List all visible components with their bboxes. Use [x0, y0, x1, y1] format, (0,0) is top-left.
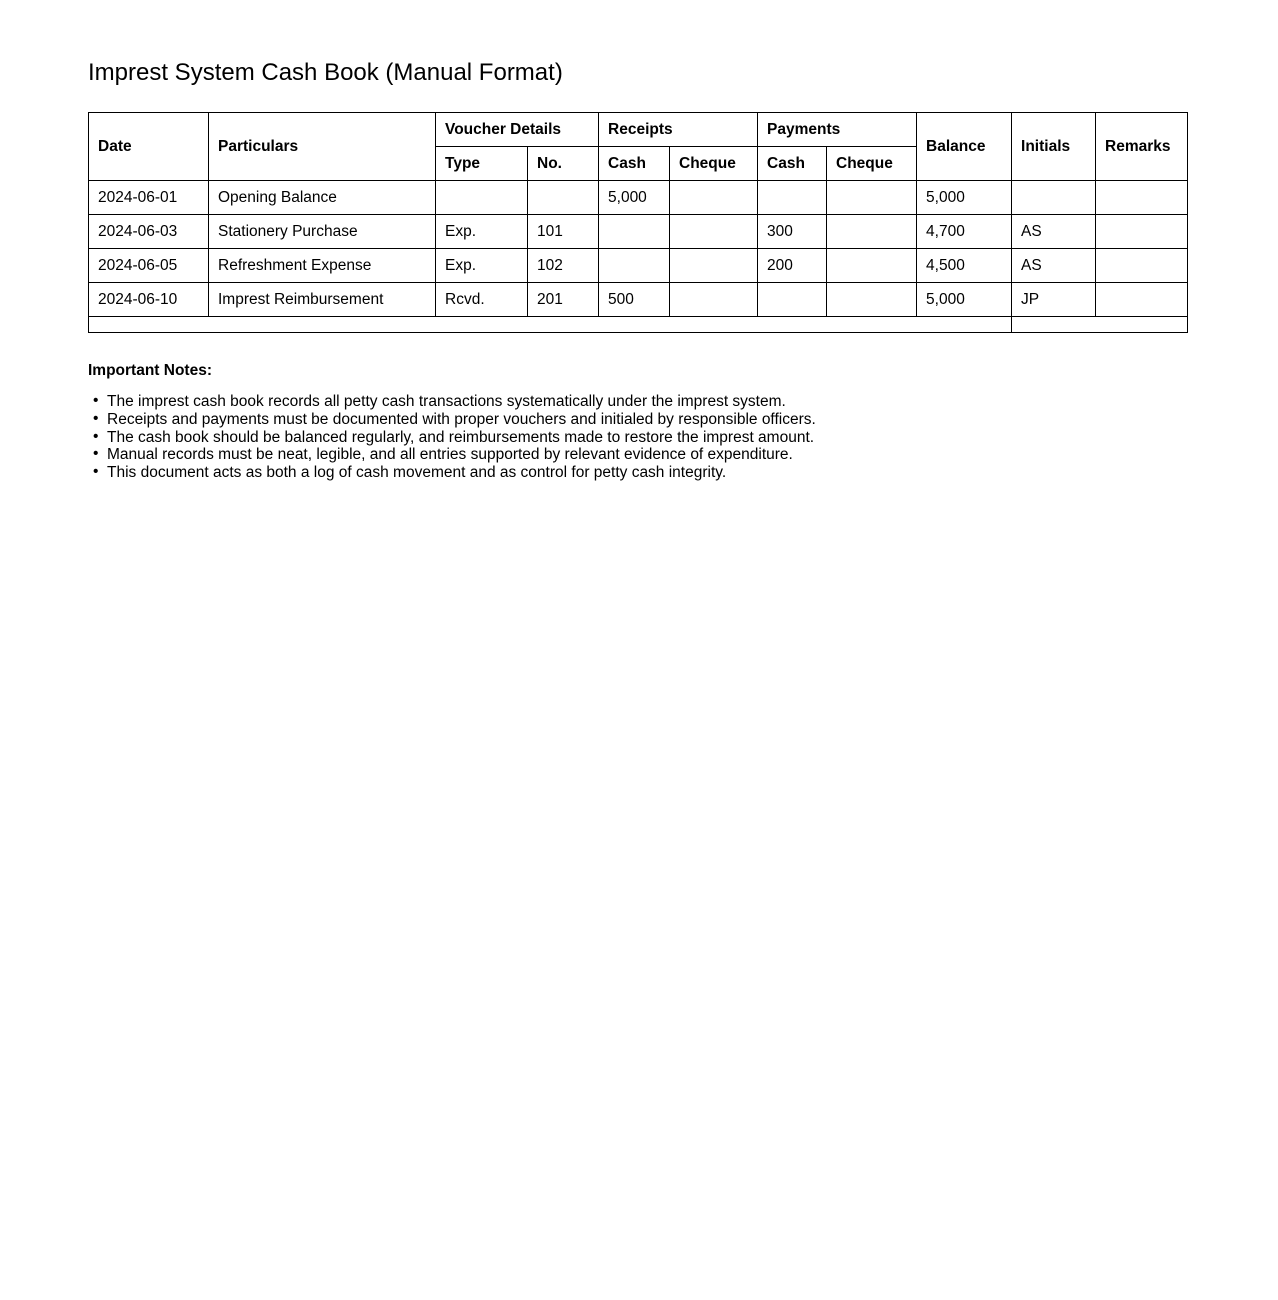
cell-balance: 5,000: [917, 181, 1012, 215]
header-remarks: Remarks: [1096, 113, 1188, 181]
cell-receipts-cheque: [670, 249, 758, 283]
header-receipts-cheque: Cheque: [670, 147, 758, 181]
table-row: [89, 249, 1188, 283]
notes-list: [88, 393, 1278, 482]
cell-payments-cash: 300: [758, 215, 827, 249]
header-voucher-type: Type: [436, 147, 528, 181]
cell-date: 2024-06-01: [89, 181, 209, 215]
cell-payments-cheque: [827, 283, 917, 317]
cell-initials: AS: [1012, 215, 1096, 249]
cell-voucher-type: [436, 181, 528, 215]
header-receipts: Receipts: [599, 113, 758, 147]
header-initials: Initials: [1012, 113, 1096, 181]
cell-initials: [1012, 181, 1096, 215]
cell-voucher-no: 102: [528, 249, 599, 283]
cell-voucher-type: Rcvd.: [436, 283, 528, 317]
cell-receipts-cash: [599, 249, 670, 283]
cell-voucher-no: 101: [528, 215, 599, 249]
header-row-groups: [89, 113, 1188, 147]
note-item: • This document acts as both a log of cash movement and as control for petty cash integrity.: [88, 464, 1278, 482]
header-payments-cheque: Cheque: [827, 147, 917, 181]
empty-row: [89, 317, 1188, 333]
cell-voucher-no: 201: [528, 283, 599, 317]
note-item: • The cash book should be balanced regularly, and reimbursements made to restore the imprest amount.: [88, 429, 1278, 447]
cell-balance: 5,000: [917, 283, 1012, 317]
note-item: • The imprest cash book records all petty cash transactions systematically under the imprest system.: [88, 393, 1278, 411]
cell-receipts-cheque: [670, 215, 758, 249]
empty-cell-left: [89, 317, 1012, 333]
cell-remarks: [1096, 249, 1188, 283]
cell-payments-cheque: [827, 181, 917, 215]
table-row: [89, 181, 1188, 215]
cell-voucher-type: Exp.: [436, 249, 528, 283]
cell-particulars: Refreshment Expense: [209, 249, 436, 283]
table-footer: [89, 317, 1188, 333]
header-particulars: Particulars: [209, 113, 436, 181]
cell-date: 2024-06-10: [89, 283, 209, 317]
header-payments-cash: Cash: [758, 147, 827, 181]
page-title: Imprest System Cash Book (Manual Format): [88, 59, 563, 86]
cell-balance: 4,500: [917, 249, 1012, 283]
cell-receipts-cash: 5,000: [599, 181, 670, 215]
header-payments: Payments: [758, 113, 917, 147]
cell-receipts-cheque: [670, 283, 758, 317]
header-receipts-cash: Cash: [599, 147, 670, 181]
cell-initials: JP: [1012, 283, 1096, 317]
document-content: [0, 0, 1278, 482]
cash-book-table: [88, 112, 1188, 333]
cell-particulars: Imprest Reimbursement: [209, 283, 436, 317]
cell-payments-cheque: [827, 215, 917, 249]
notes-heading: Important Notes:: [88, 362, 212, 379]
cell-remarks: [1096, 215, 1188, 249]
cell-remarks: [1096, 283, 1188, 317]
table-header: [89, 113, 1188, 181]
table-row: [89, 283, 1188, 317]
cell-date: 2024-06-03: [89, 215, 209, 249]
cash-book-rows: [89, 181, 1188, 317]
cell-remarks: [1096, 181, 1188, 215]
cell-payments-cash: 200: [758, 249, 827, 283]
cell-receipts-cash: 500: [599, 283, 670, 317]
cell-particulars: Opening Balance: [209, 181, 436, 215]
table-row: [89, 215, 1188, 249]
note-item: • Receipts and payments must be documented with proper vouchers and initialed by responsible officers.: [88, 411, 1278, 429]
cell-payments-cash: [758, 283, 827, 317]
cell-receipts-cash: [599, 215, 670, 249]
cell-voucher-type: Exp.: [436, 215, 528, 249]
note-item: • Manual records must be neat, legible, and all entries supported by relevant evidence of expenditure.: [88, 446, 1278, 464]
header-voucher-details: Voucher Details: [436, 113, 599, 147]
cell-payments-cheque: [827, 249, 917, 283]
header-balance: Balance: [917, 113, 1012, 181]
header-date: Date: [89, 113, 209, 181]
cell-payments-cash: [758, 181, 827, 215]
header-voucher-no: No.: [528, 147, 599, 181]
empty-cell-right: [1012, 317, 1188, 333]
cell-particulars: Stationery Purchase: [209, 215, 436, 249]
cell-receipts-cheque: [670, 181, 758, 215]
cell-initials: AS: [1012, 249, 1096, 283]
cell-voucher-no: [528, 181, 599, 215]
cell-balance: 4,700: [917, 215, 1012, 249]
cell-date: 2024-06-05: [89, 249, 209, 283]
